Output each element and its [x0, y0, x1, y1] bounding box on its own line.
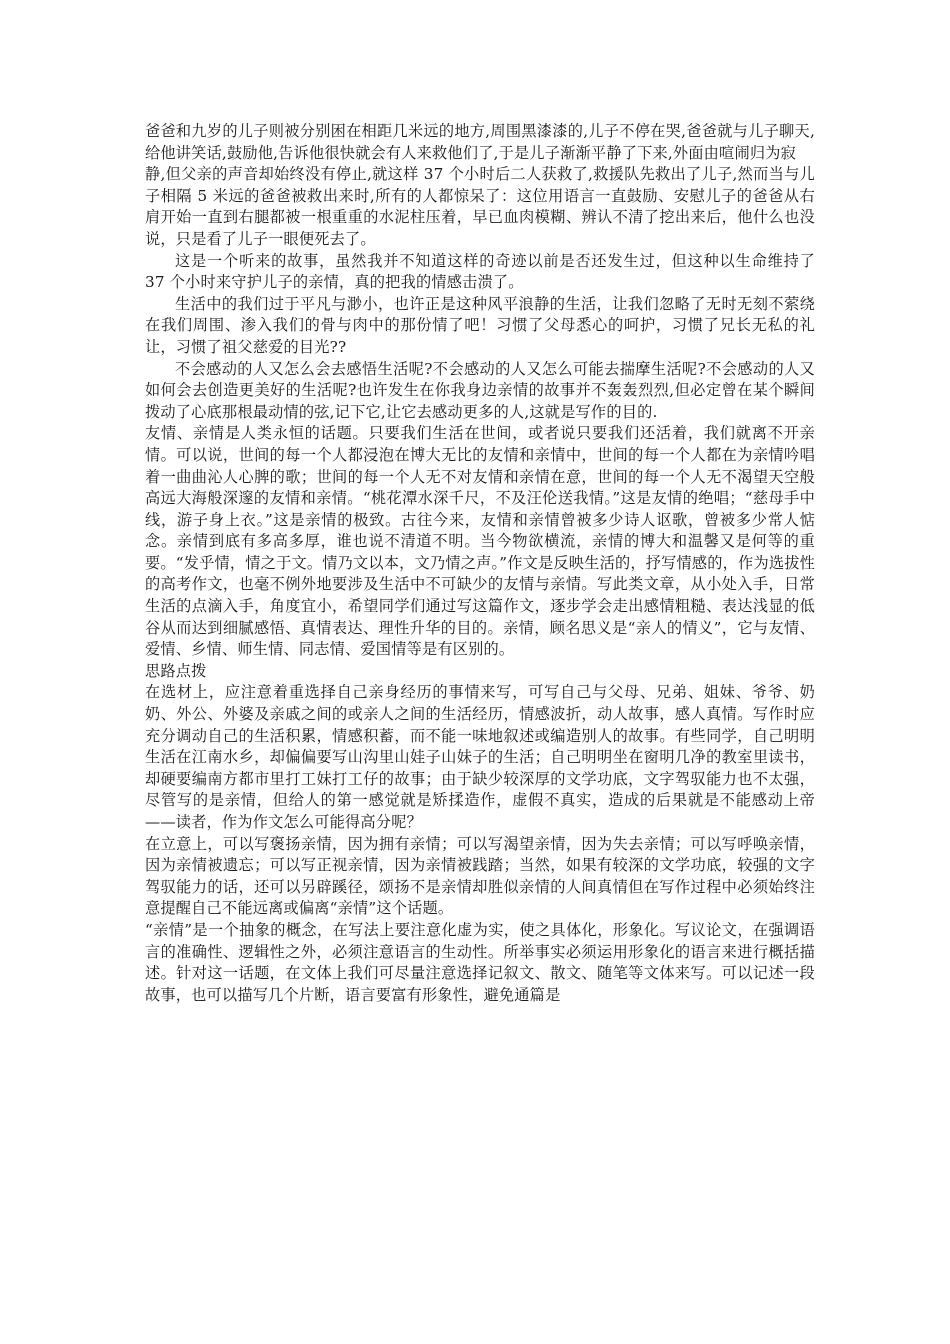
paragraph-story-continued: 静,但父亲的声音却始终没有停止,就这样 37 个小时后二人获救了,救援队先救出了儿子,然而当与儿子相隔 5 米远的爸爸被救出来时,所有的人都惊呆了：这位用语言一直鼓励、安慰儿子的爸爸从右肩开始一直到右腿都被一根重重的水泥柱压着，早已血肉模糊、辨认不清了挖出来后，他什么也没说，只是看了儿子一眼便死去了。 [145, 165, 815, 248]
paragraph-daily-life: 生活中的我们过于平凡与渺小，也许正是这种风平浪静的生活，让我们忽略了无时无刻不萦绕在我们周围、渗入我们的骨与肉中的那份情了吧！习惯了父母悉心的呵护，习惯了兄长无私的礼让，习惯了祖父慈爱的目光?? [145, 294, 815, 356]
paragraph-story-start: 爸爸和九岁的儿子则被分别困在相距几米远的地方,周围黑漆漆的,儿子不停在哭,爸爸就与儿子聊天,给他讲笑话,鼓励他,告诉他很快就会有人来救他们了,于是儿子渐渐平静了下来,外面由喧闹归为寂 [145, 122, 815, 162]
paragraph-story-reflection: 这是一个听来的故事，虽然我并不知道这样的奇迹以前是否还发生过，但这种以生命维持了 37 个小时来守护儿子的亲情，真的把我的情感击溃了。 [145, 251, 815, 292]
section-heading: 思路点拨 [145, 661, 207, 680]
paragraph-theme-conception: 在立意上，可以写褒扬亲情，因为拥有亲情；可以写渴望亲情，因为失去亲情；可以写呼唤亲情，因为亲情被遗忘；可以写正视亲情，因为亲情被践踏；当然，如果有较深的文学功底，较强的文字驾驭能力的话，还可以另辟蹊径，颂扬不是亲情却胜似亲情的人间真情但在写作过程中必须始终注意提醒自己不能远离或偏离“亲情”这个话题。 [145, 834, 815, 918]
paragraph-friendship-kinship: 友情、亲情是人类永恒的话题。只要我们生活在世间，或者说只要我们还活着，我们就离不开亲情。可以说，世间的每一个人都浸泡在博大无比的友情和亲情中，世间的每一个人都在为亲情吟唱着一曲曲沁人心脾的歌；世间的每一个人无不对友情和亲情在意，世间的每一个人无不渴望天空般高远大海般深邃的友情和亲情。“桃花潭水深千尺，不及汪伦送我情。”这是友情的绝唱；“慈母手中线，游子身上衣。”这是亲情的极致。古往今来，友情和亲情曾被多少诗人讴歌，曾被多少常人惦念。亲情到底有多高多厚，谁也说不清道不明。当今物欲横流，亲情的博大和温馨又是何等的重要。“发乎情，情之于文。情乃文以本，文乃情之声。”作文是反映生活的，抒写情感的，作为选拔性的高考作文，也毫不例外地要涉及生活中不可缺少的友情与亲情。写此类文章，从小处入手，日常生活的点滴入手，角度宜小，希望同学们通过写这篇作文，逐步学会走出感情粗糙、表达浅显的低谷从而达到细腻感悟、真情表达、理性升华的目的。亲情，顾名思义是“亲人的情义”，它与友情、爱情、乡情、师生情、同志情、爱国情等是有区别的。 [145, 424, 815, 659]
paragraph-being-moved: 不会感动的人又怎么会去感悟生活呢?不会感动的人又怎么可能去揣摩生活呢?不会感动的人又如何会去创造更美好的生活呢?也许发生在你我身边亲情的故事并不轰轰烈烈,但必定曾在某个瞬间拨动了心底那根最动情的弦,记下它,让它去感动更多的人,这就是写作的目的. [145, 359, 815, 421]
paragraph-material-selection: 在选材上，应注意着重选择自己亲身经历的事情来写，可写自己与父母、兄弟、姐妹、爷爷、奶奶、外公、外婆及亲戚之间的或亲人之间的生活经历，情感波折，动人故事，感人真情。写作时应充分调动自己的生活积累，情感积蓄，而不能一味地叙述或编造别人的故事。有些同学，自己明明生活在江南水乡，却偏偏要写山沟里山娃子山妹子的生活；自己明明坐在窗明几净的教室里读书，却硬要编南方都市里打工妹打工仔的故事；由于缺少较深厚的文学功底，文字驾驭能力也不太强，尽管写的是亲情，但给人的第一感觉就是矫揉造作，虚假不真实，造成的后果就是不能感动上帝——读者，作为作文怎么可能得高分呢？ [145, 683, 815, 831]
document-body [145, 121, 815, 1006]
paragraph-writing-method: “亲情”是一个抽象的概念，在写法上要注意化虚为实，使之具体化，形象化。写议论文，在强调语言的准确性、逻辑性之外，必须注意语言的生动性。所举事实必须运用形象化的语言来进行概括描述。针对这一话题，在文体上我们可尽量注意选择记叙文、散文、随笔等文体来写。可以记述一段故事，也可以描写几个片断，语言要富有形象性，避免通篇是 [145, 920, 815, 1004]
